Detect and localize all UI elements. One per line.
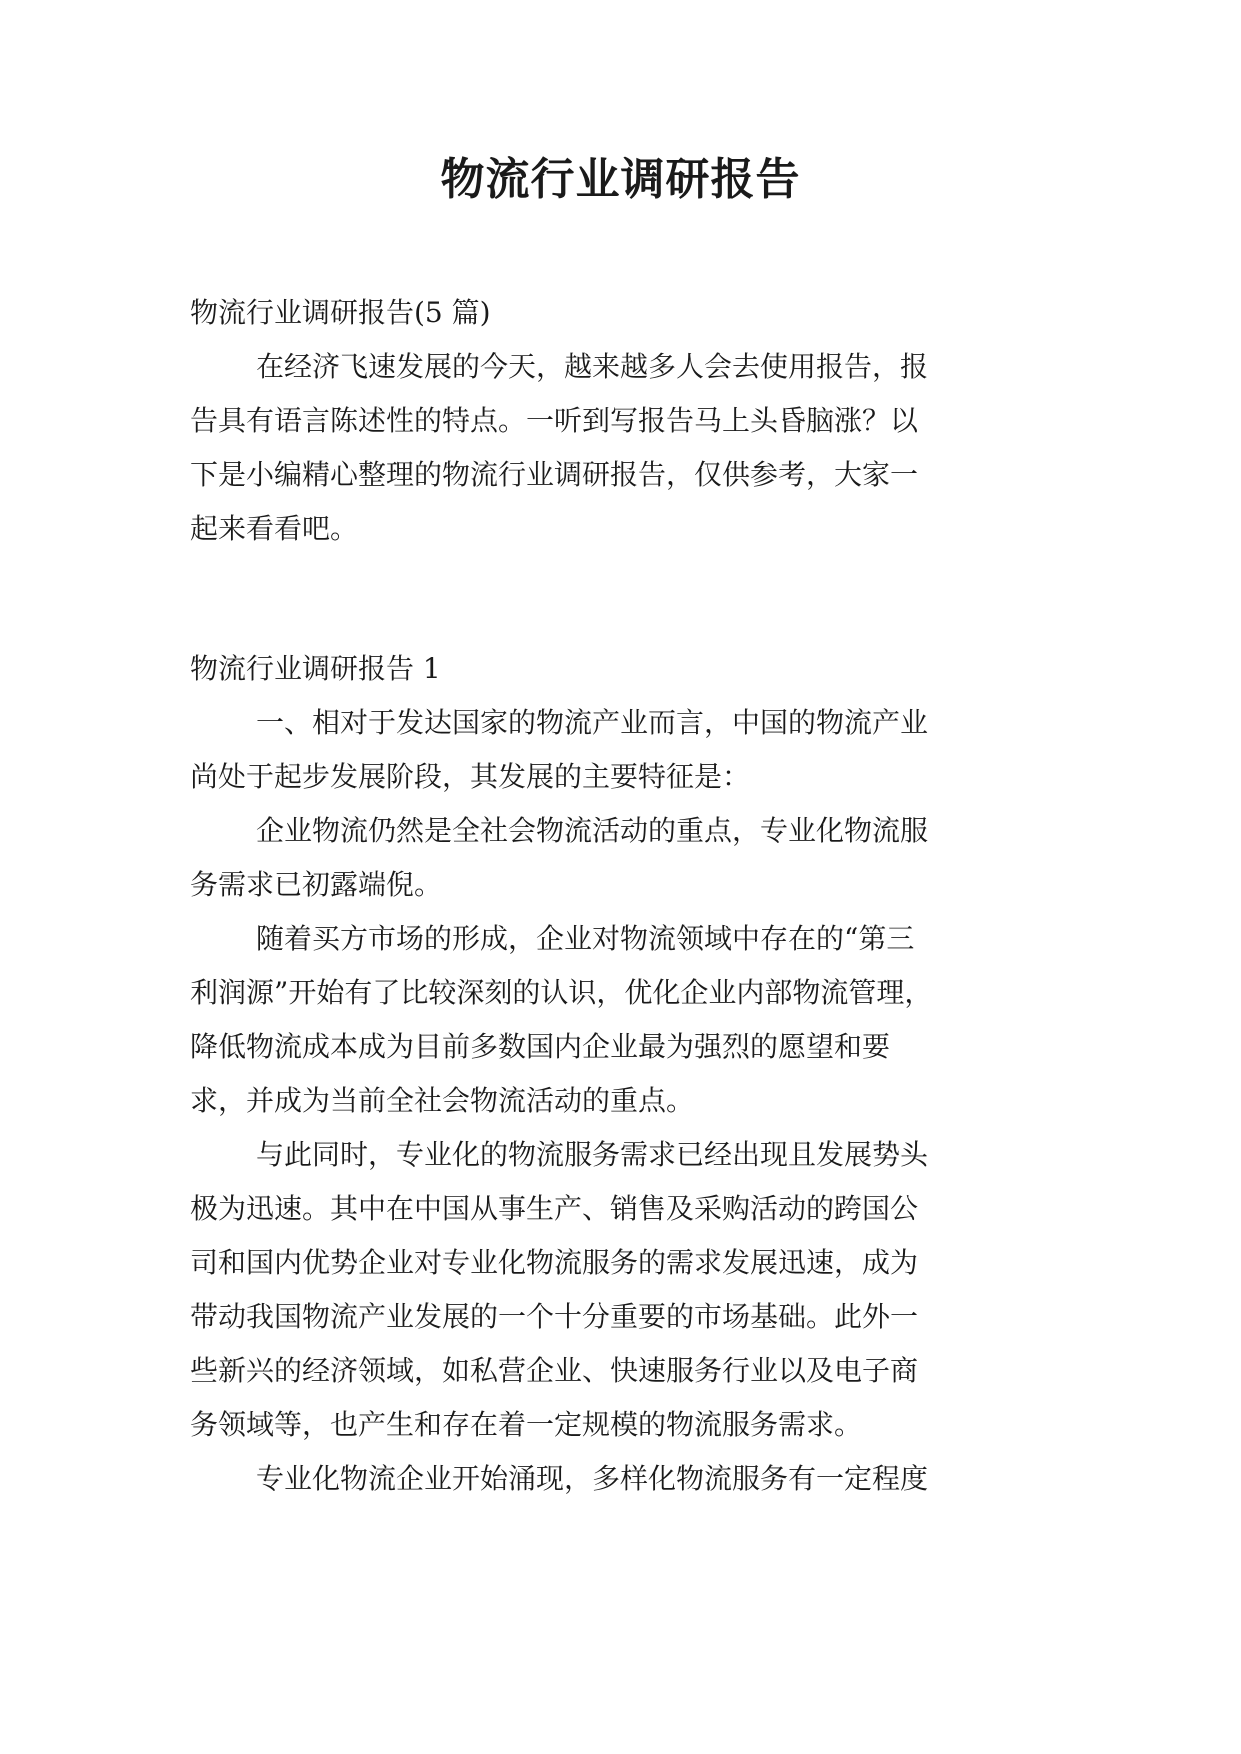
spacer <box>190 610 1056 642</box>
paragraph <box>190 696 1056 804</box>
paragraph-line: 专业化物流企业开始涌现，多样化物流服务有一定程度 <box>256 1462 929 1495</box>
paragraph-line: 求，并成为当前全社会物流活动的重点。 <box>190 1084 695 1117</box>
intro-paragraph <box>190 340 1056 556</box>
paragraph-line: 务需求已初露端倪。 <box>190 868 443 901</box>
paragraph-line: 利润源”开始有了比较深刻的认识，优化企业内部物流管理， <box>190 976 933 1009</box>
document-title: 物流行业调研报告 <box>440 154 801 205</box>
paragraph-line: 在经济飞速发展的今天，越来越多人会去使用报告，报 <box>256 350 929 383</box>
paragraph-line: 司和国内优势企业对专业化物流服务的需求发展迅速，成为 <box>190 1246 919 1279</box>
paragraph-line: 些新兴的经济领域，如私营企业、快速服务行业以及电子商 <box>190 1354 919 1387</box>
paragraph-line: 务领域等，也产生和存在着一定规模的物流服务需求。 <box>190 1408 863 1441</box>
paragraph-line: 带动我国物流产业发展的一个十分重要的市场基础。此外一 <box>190 1300 919 1333</box>
paragraph-line: 极为迅速。其中在中国从事生产、销售及采购活动的跨国公 <box>190 1192 919 1225</box>
paragraph-line: 起来看看吧。 <box>190 512 359 545</box>
paragraph-line: 一、相对于发达国家的物流产业而言，中国的物流产业 <box>256 706 929 739</box>
section-heading: 物流行业调研报告 1 <box>190 652 441 685</box>
paragraph-line: 随着买方市场的形成，企业对物流领域中存在的“第三 <box>256 922 915 955</box>
paragraph-line: 告具有语言陈述性的特点。一听到写报告马上头昏脑涨？以 <box>190 404 919 437</box>
paragraph-line: 尚处于起步发展阶段，其发展的主要特征是： <box>190 760 751 793</box>
paragraph-line: 企业物流仍然是全社会物流活动的重点，专业化物流服 <box>256 814 929 847</box>
paragraph <box>190 912 1056 1128</box>
paragraph-line: 降低物流成本成为目前多数国内企业最为强烈的愿望和要 <box>190 1030 891 1063</box>
paragraph <box>190 1452 1056 1506</box>
paragraph-line: 与此同时，专业化的物流服务需求已经出现且发展势头 <box>256 1138 929 1171</box>
paragraph <box>190 1128 1056 1452</box>
blank-line <box>190 556 1056 610</box>
paragraph-line: 下是小编精心整理的物流行业调研报告，仅供参考，大家一 <box>190 458 919 491</box>
document-body <box>190 286 1056 1506</box>
paragraph <box>190 804 1056 912</box>
document-subtitle: 物流行业调研报告(5 篇) <box>190 296 491 329</box>
